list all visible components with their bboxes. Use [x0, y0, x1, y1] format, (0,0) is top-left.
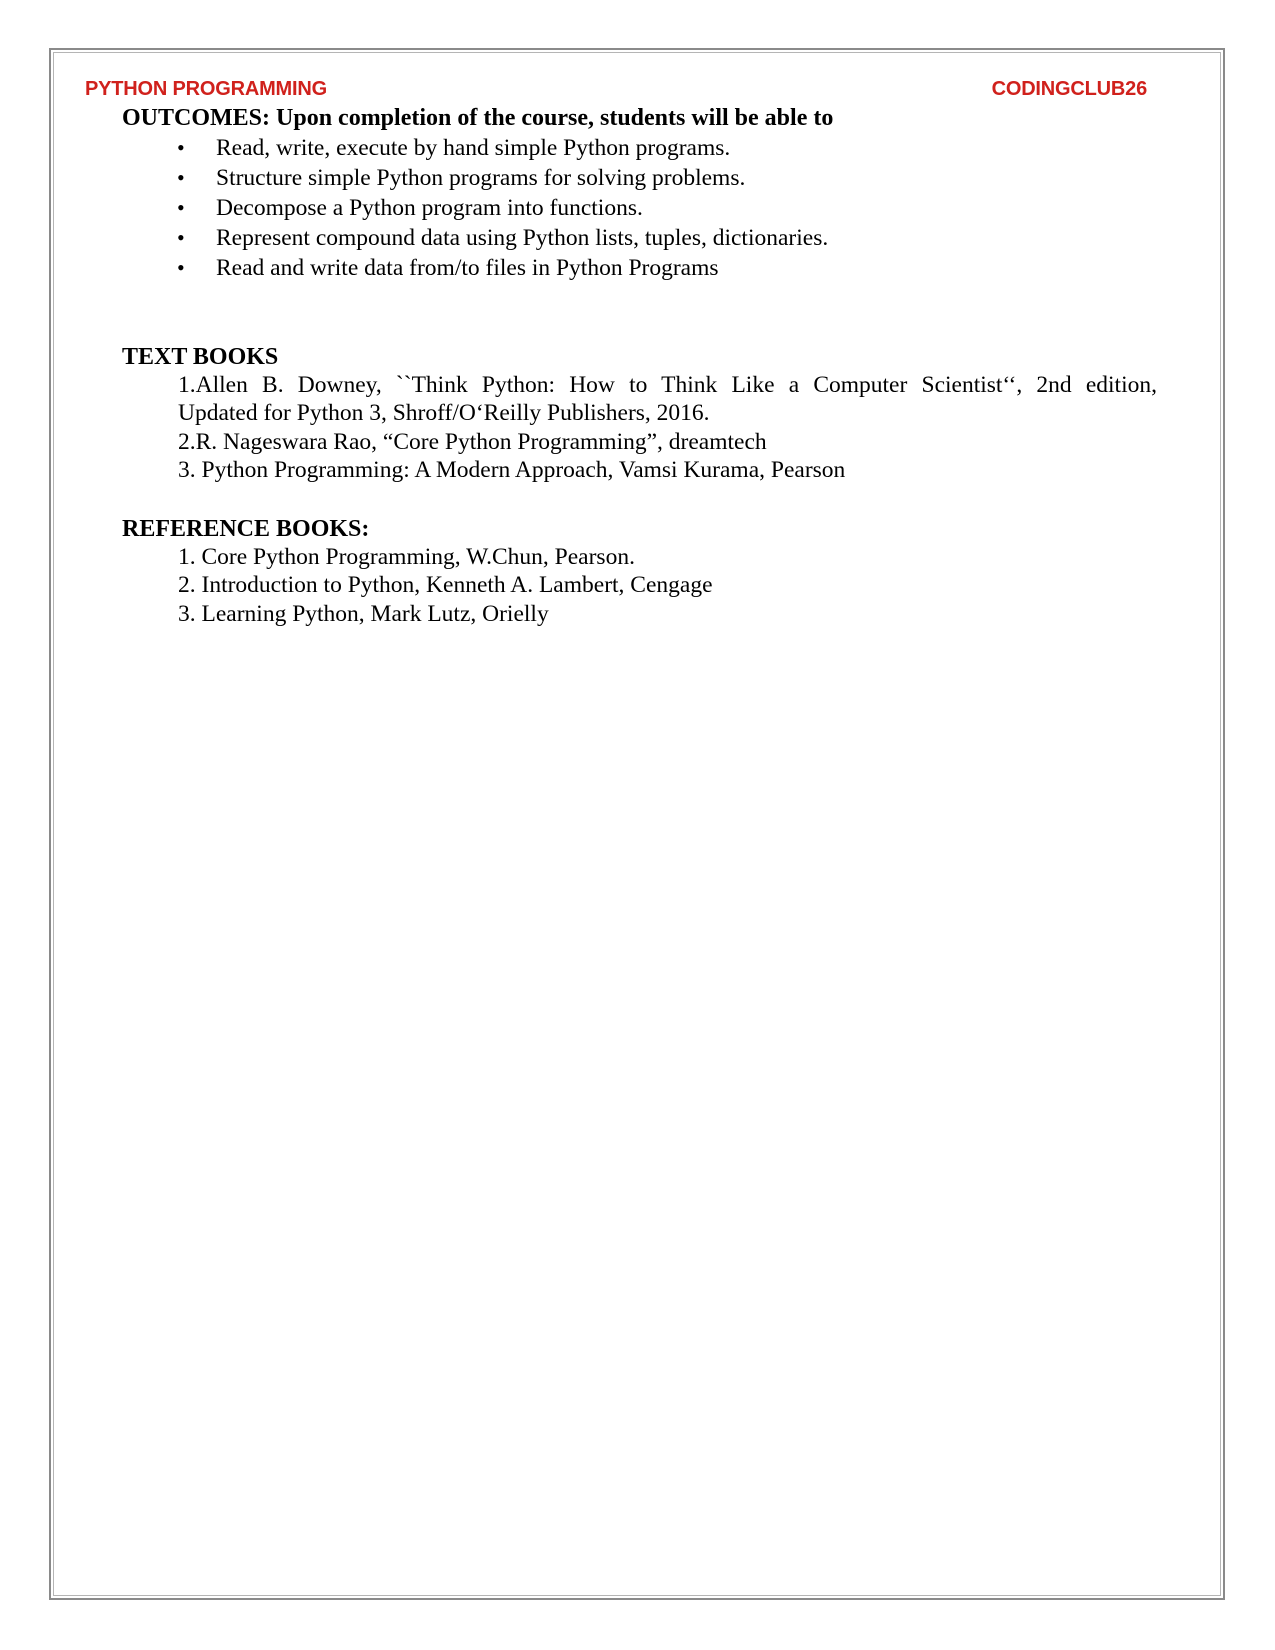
bullet-icon: • [177, 195, 185, 220]
reference-books-heading: REFERENCE BOOKS: [122, 516, 370, 542]
text-book-2: 2.R. Nageswara Rao, “Core Python Programming”, dreamtech [178, 429, 767, 455]
header-course-title: PYTHON PROGRAMMING [85, 78, 327, 100]
outcome-text: Structure simple Python programs for solving problems. [216, 165, 746, 191]
bullet-icon: • [177, 225, 185, 250]
reference-book-2: 2. Introduction to Python, Kenneth A. Lambert, Cengage [178, 572, 713, 598]
text-books-heading: TEXT BOOKS [122, 344, 279, 370]
text-book-3: 3. Python Programming: A Modern Approach, Vamsi Kurama, Pearson [178, 457, 846, 483]
text-book-1-line-1: 1.Allen B. Downey, ``Think Python: How to Think Like a Computer Scientist‘‘, 2nd edition, [178, 372, 1157, 398]
text-book-1-line-2: Updated for Python 3, Shroff/O‘Reilly Publishers, 2016. [178, 400, 710, 426]
outcome-text: Read, write, execute by hand simple Python programs. [216, 135, 731, 161]
bullet-icon: • [177, 135, 185, 160]
reference-book-1: 1. Core Python Programming, W.Chun, Pearson. [178, 544, 635, 570]
outcome-text: Represent compound data using Python lists, tuples, dictionaries. [216, 225, 829, 251]
outcome-text: Decompose a Python program into functions. [216, 195, 643, 221]
header-club-name: CODINGCLUB26 [991, 78, 1147, 100]
reference-book-3: 3. Learning Python, Mark Lutz, Orielly [178, 601, 549, 627]
bullet-icon: • [177, 255, 185, 280]
outcomes-heading: OUTCOMES: Upon completion of the course, students will be able to [122, 105, 834, 131]
outcomes-list [177, 133, 1077, 293]
bullet-icon: • [177, 165, 185, 190]
outcome-text: Read and write data from/to files in Python Programs [216, 255, 719, 281]
